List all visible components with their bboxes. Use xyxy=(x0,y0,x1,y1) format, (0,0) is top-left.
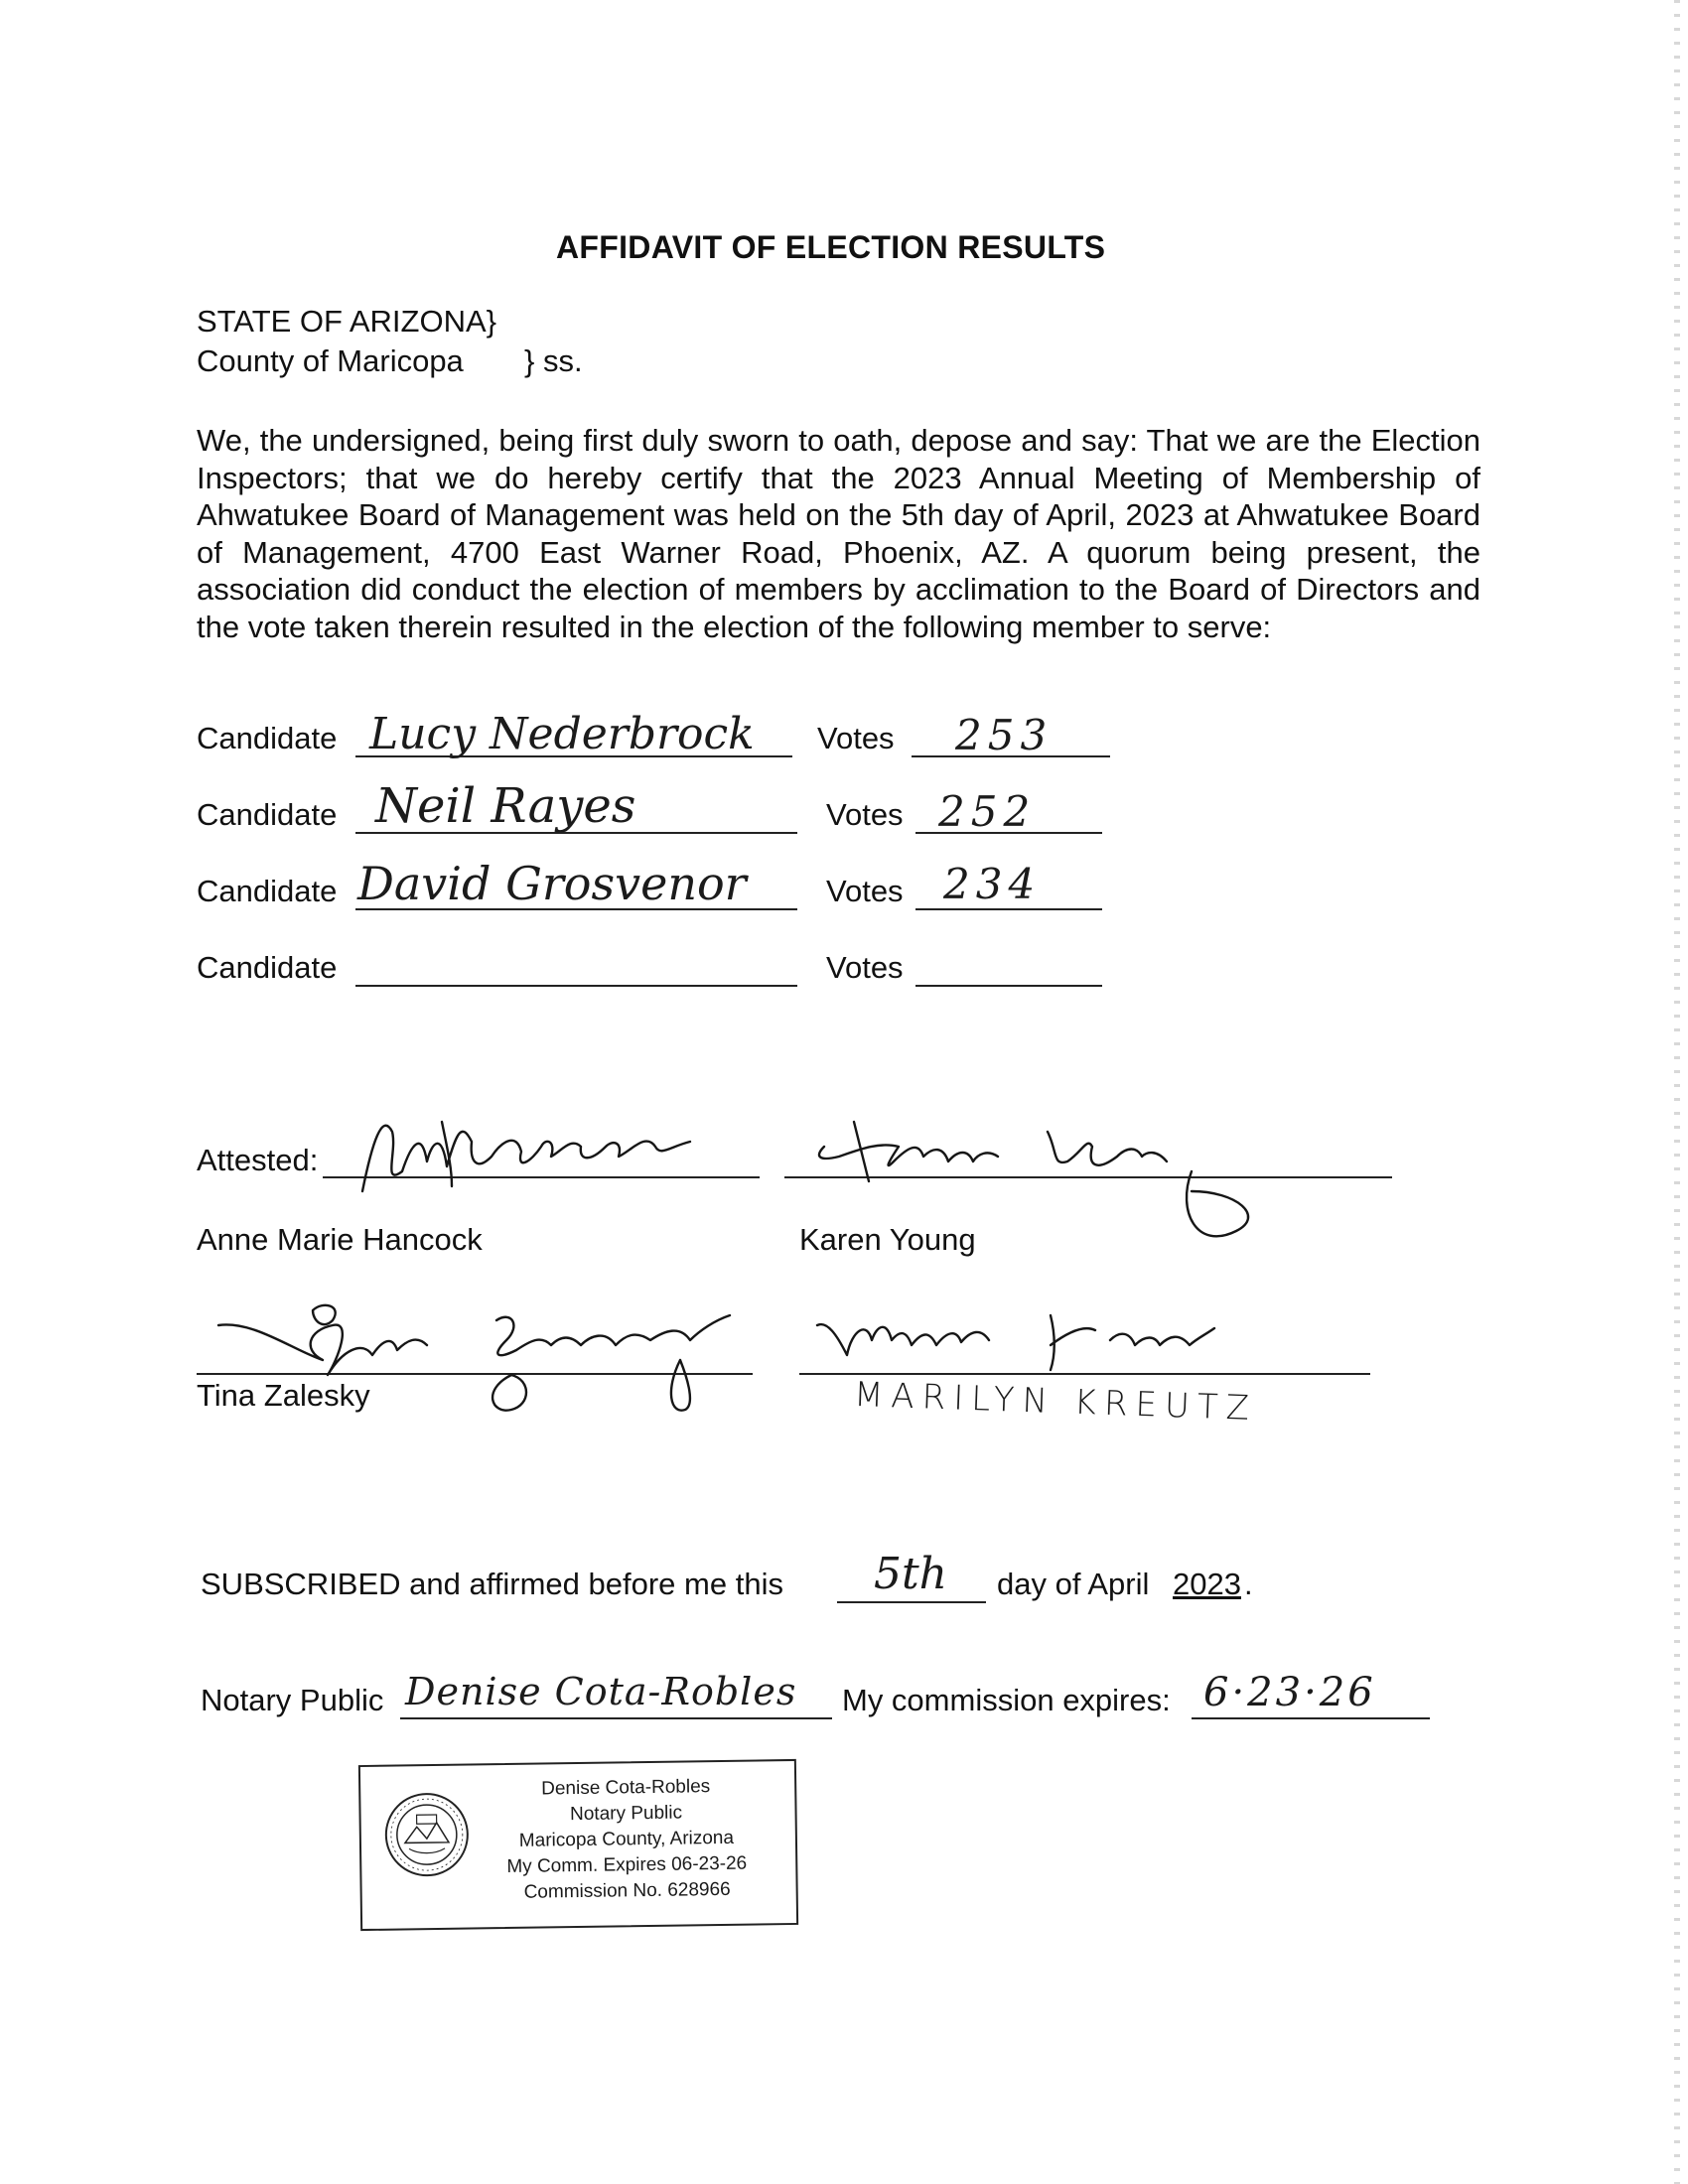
votes-label: Votes xyxy=(817,721,895,755)
candidate-votes: 252 xyxy=(938,787,1037,836)
stamp-line: Denise Cota-Robles xyxy=(541,1776,711,1800)
votes-line xyxy=(915,985,1102,987)
candidate-label: Candidate xyxy=(197,874,338,908)
document-title: AFFIDAVIT OF ELECTION RESULTS xyxy=(556,229,1106,265)
candidate-label: Candidate xyxy=(197,950,338,985)
scan-edge xyxy=(1674,0,1680,2184)
subscribed-middle: day of April xyxy=(997,1567,1150,1601)
candidate-votes: 253 xyxy=(955,711,1054,759)
stamp-line: Commission No. 628966 xyxy=(523,1878,731,1903)
affidavit-body: We, the undersigned, being first duly sworn to oath, depose and say: That we are the Election Inspectors; that we do hereby certify that the 2023 Annual Meeting of Membership of Ahwatukee Board of Management was held on the 5th day of April, 2023 at Ahwatukee Board of Management, 4700 East Warner Road, Phoenix, AZ. A quorum being present, the association did conduct the election of members by acclimation to the Board of Directors and the vote taken therein resulted in the election of the following member to serve: xyxy=(197,423,1480,644)
venue-county: County of Maricopa xyxy=(197,343,464,378)
state-seal-icon xyxy=(382,1791,471,1879)
kreutz-signature xyxy=(812,1300,1329,1380)
subscribed-day: 5th xyxy=(874,1549,948,1599)
hancock-signature xyxy=(352,1102,710,1201)
subscribed-period: . xyxy=(1244,1567,1253,1601)
candidate-line xyxy=(355,985,797,987)
subscribed-prefix: SUBSCRIBED and affirmed before me this xyxy=(201,1567,783,1601)
candidate-name: David Grosvenor xyxy=(357,857,747,910)
votes-label: Votes xyxy=(826,797,904,832)
votes-label: Votes xyxy=(826,874,904,908)
signer-name: Tina Zalesky xyxy=(197,1378,370,1413)
stamp-line: Maricopa County, Arizona xyxy=(518,1827,735,1851)
notary-signature: Denise Cota-Robles xyxy=(405,1670,797,1713)
expires-value: 6·23·26 xyxy=(1203,1670,1376,1715)
votes-label: Votes xyxy=(826,950,904,985)
notary-signature-line xyxy=(400,1717,832,1719)
votes-line xyxy=(915,908,1102,910)
signer-name: Anne Marie Hancock xyxy=(197,1222,483,1257)
candidate-label: Candidate xyxy=(197,721,338,755)
notary-stamp xyxy=(358,1759,798,1931)
candidate-votes: 234 xyxy=(943,860,1042,908)
venue-ss: } ss. xyxy=(524,343,583,378)
expires-label: My commission expires: xyxy=(842,1683,1171,1717)
stamp-line: My Comm. Expires 06-23-26 xyxy=(506,1852,748,1878)
expires-line xyxy=(1192,1717,1430,1719)
signer-printed-name: MARILYN KREUTZ xyxy=(853,1374,1258,1430)
day-line xyxy=(837,1601,986,1603)
candidate-name: Neil Rayes xyxy=(375,778,636,834)
signer-name: Karen Young xyxy=(799,1222,976,1257)
stamp-line: Notary Public xyxy=(569,1802,683,1826)
candidate-name: Lucy Nederbrock xyxy=(369,709,755,759)
attested-label: Attested: xyxy=(197,1143,319,1177)
notary-label: Notary Public xyxy=(201,1683,384,1717)
candidate-label: Candidate xyxy=(197,797,338,832)
subscribed-year: 2023 xyxy=(1173,1567,1241,1601)
venue-state: STATE OF ARIZONA} xyxy=(197,304,497,339)
